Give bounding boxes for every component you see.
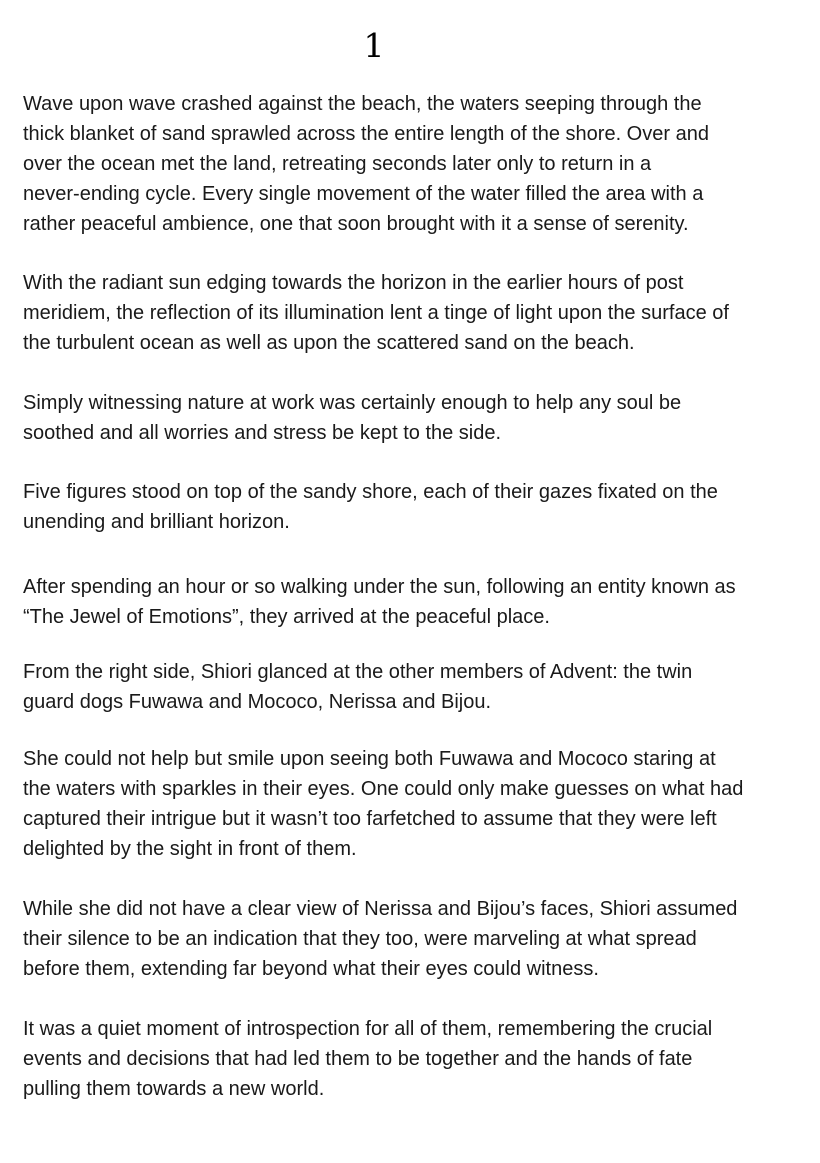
paragraph-8: While she did not have a clear view of Nerissa and Bijou’s faces, Shiori assumed their silence to be an indication that they too, were marveling at what spread before them, extending far beyond what their eyes could witness. <box>23 898 738 980</box>
paragraph-1: Wave upon wave crashed against the beach, the waters seeping through the thick blanket of sand sprawled across the entire length of the shore. Over and over the ocean met the land, retreating seconds later only to return in a never-ending cycle. Every single movement of the water filled the area with a rather peaceful ambience, one that soon brought with it a sense of serenity. <box>23 93 709 235</box>
paragraph-7: She could not help but smile upon seeing both Fuwawa and Mococo staring at the waters with sparkles in their eyes. One could only make guesses on what had captured their intrigue but it wasn’t too farfetched to assume that they were left delighted by the sight in front of them. <box>23 748 744 860</box>
paragraph-9: It was a quiet moment of introspection for all of them, remembering the crucial events and decisions that had led them to be together and the hands of fate pulling them towards a new world. <box>23 1018 713 1100</box>
paragraph-2: With the radiant sun edging towards the horizon in the earlier hours of post meridiem, the reflection of its illumination lent a tinge of light upon the surface of the turbulent ocean as well as upon the scattered sand on the beach. <box>23 272 729 354</box>
paragraph-4: Five figures stood on top of the sandy shore, each of their gazes fixated on the unending and brilliant horizon. <box>23 481 718 533</box>
paragraph-5: After spending an hour or so walking under the sun, following an entity known as “The Jewel of Emotions”, they arrived at the peaceful place. <box>23 576 736 628</box>
paragraph-3: Simply witnessing nature at work was certainly enough to help any soul be soothed and all worries and stress be kept to the side. <box>23 392 682 444</box>
chapter-number: 1 <box>363 26 385 65</box>
paragraph-6: From the right side, Shiori glanced at the other members of Advent: the twin guard dogs Fuwawa and Mococo, Nerissa and Bijou. <box>23 661 693 713</box>
